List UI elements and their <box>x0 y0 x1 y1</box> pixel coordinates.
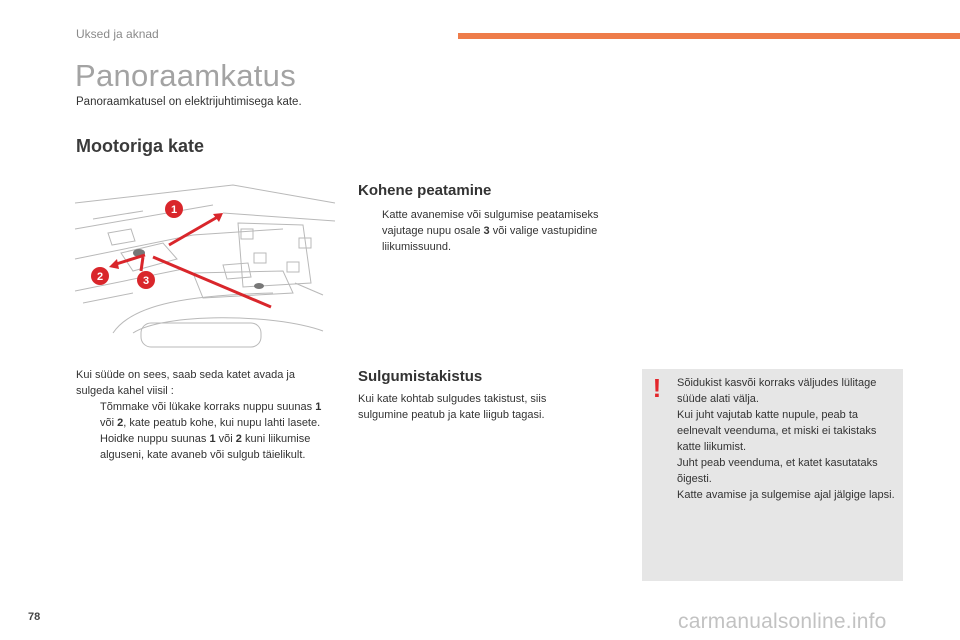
bullet-strong: 2 <box>117 417 124 429</box>
anti-pinch-text: Kui kate kohtab sulgudes takistust, siis sulgumine peatub ja kate liigub tagasi. <box>358 393 547 421</box>
motorized-instructions <box>76 367 336 463</box>
motorized-bullet-2 <box>76 431 336 463</box>
warning-line: Kui juht vajutab katte nupule, peab ta eelnevalt veenduma, et miski ei takistaks katte liikumist. <box>677 409 877 453</box>
heading-immediate-stop: Kohene peatamine <box>358 182 492 199</box>
warning-text <box>677 375 897 503</box>
callout-2: 2 <box>96 271 104 283</box>
heading-anti-pinch: Sulgumistakistus <box>358 368 483 385</box>
warning-line: Juht peab veenduma, et katet kasutataks õigesti. <box>677 457 878 485</box>
page-title: Panoraamkatus <box>75 58 297 93</box>
exclamation-icon: ! <box>652 373 662 403</box>
bullet-text: või <box>215 433 236 445</box>
bullet-text: Tõmmake või lükake korraks nuppu suunas <box>100 401 316 413</box>
intro-text: Panoraamkatusel on elektrijuhtimisega kate. <box>76 96 302 108</box>
page-number: 78 <box>28 611 41 623</box>
bullet-strong: 2 <box>235 433 242 445</box>
bullet-strong: 1 <box>209 433 216 445</box>
callout-1: 1 <box>170 204 178 216</box>
callout-3: 3 <box>142 275 150 287</box>
bullet-text: või <box>100 417 118 429</box>
bullet-text: kuni liikumise alguseni, kate avaneb või sulgub täielikult. <box>100 433 311 461</box>
warning-line: Sõidukist kasvõi korraks väljudes lülitage süüde alati välja. <box>677 377 877 405</box>
motorized-lead: Kui süüde on sees, saab seda katet avada ja sulgeda kahel viisil : <box>76 369 295 397</box>
heading-motorized-blind: Mootoriga kate <box>76 136 205 156</box>
stop-instructions <box>358 207 608 255</box>
roof-control-illustration <box>73 183 336 355</box>
bullet-text: või valige vastupidine liikumissuund. <box>382 225 598 253</box>
bullet-text: Hoidke nuppu suunas <box>100 433 210 445</box>
bullet-strong: 1 <box>315 401 322 413</box>
watermark: carmanualsonline.info <box>678 610 887 633</box>
warning-box <box>642 369 903 581</box>
stop-bullet <box>358 207 608 255</box>
bullet-strong: 3 <box>483 225 490 237</box>
header-accent-bar <box>458 33 960 39</box>
motorized-bullet-1 <box>76 399 336 431</box>
section-header: Uksed ja aknad <box>76 27 159 41</box>
bullet-text: , kate peatub kohe, kui nupu lahti lasete. <box>123 417 321 429</box>
bullet-text: Katte avanemise või sulgumise peatamiseks vajutage nupu osale <box>382 209 599 237</box>
warning-line: Katte avamise ja sulgemise ajal jälgige lapsi. <box>677 489 895 501</box>
